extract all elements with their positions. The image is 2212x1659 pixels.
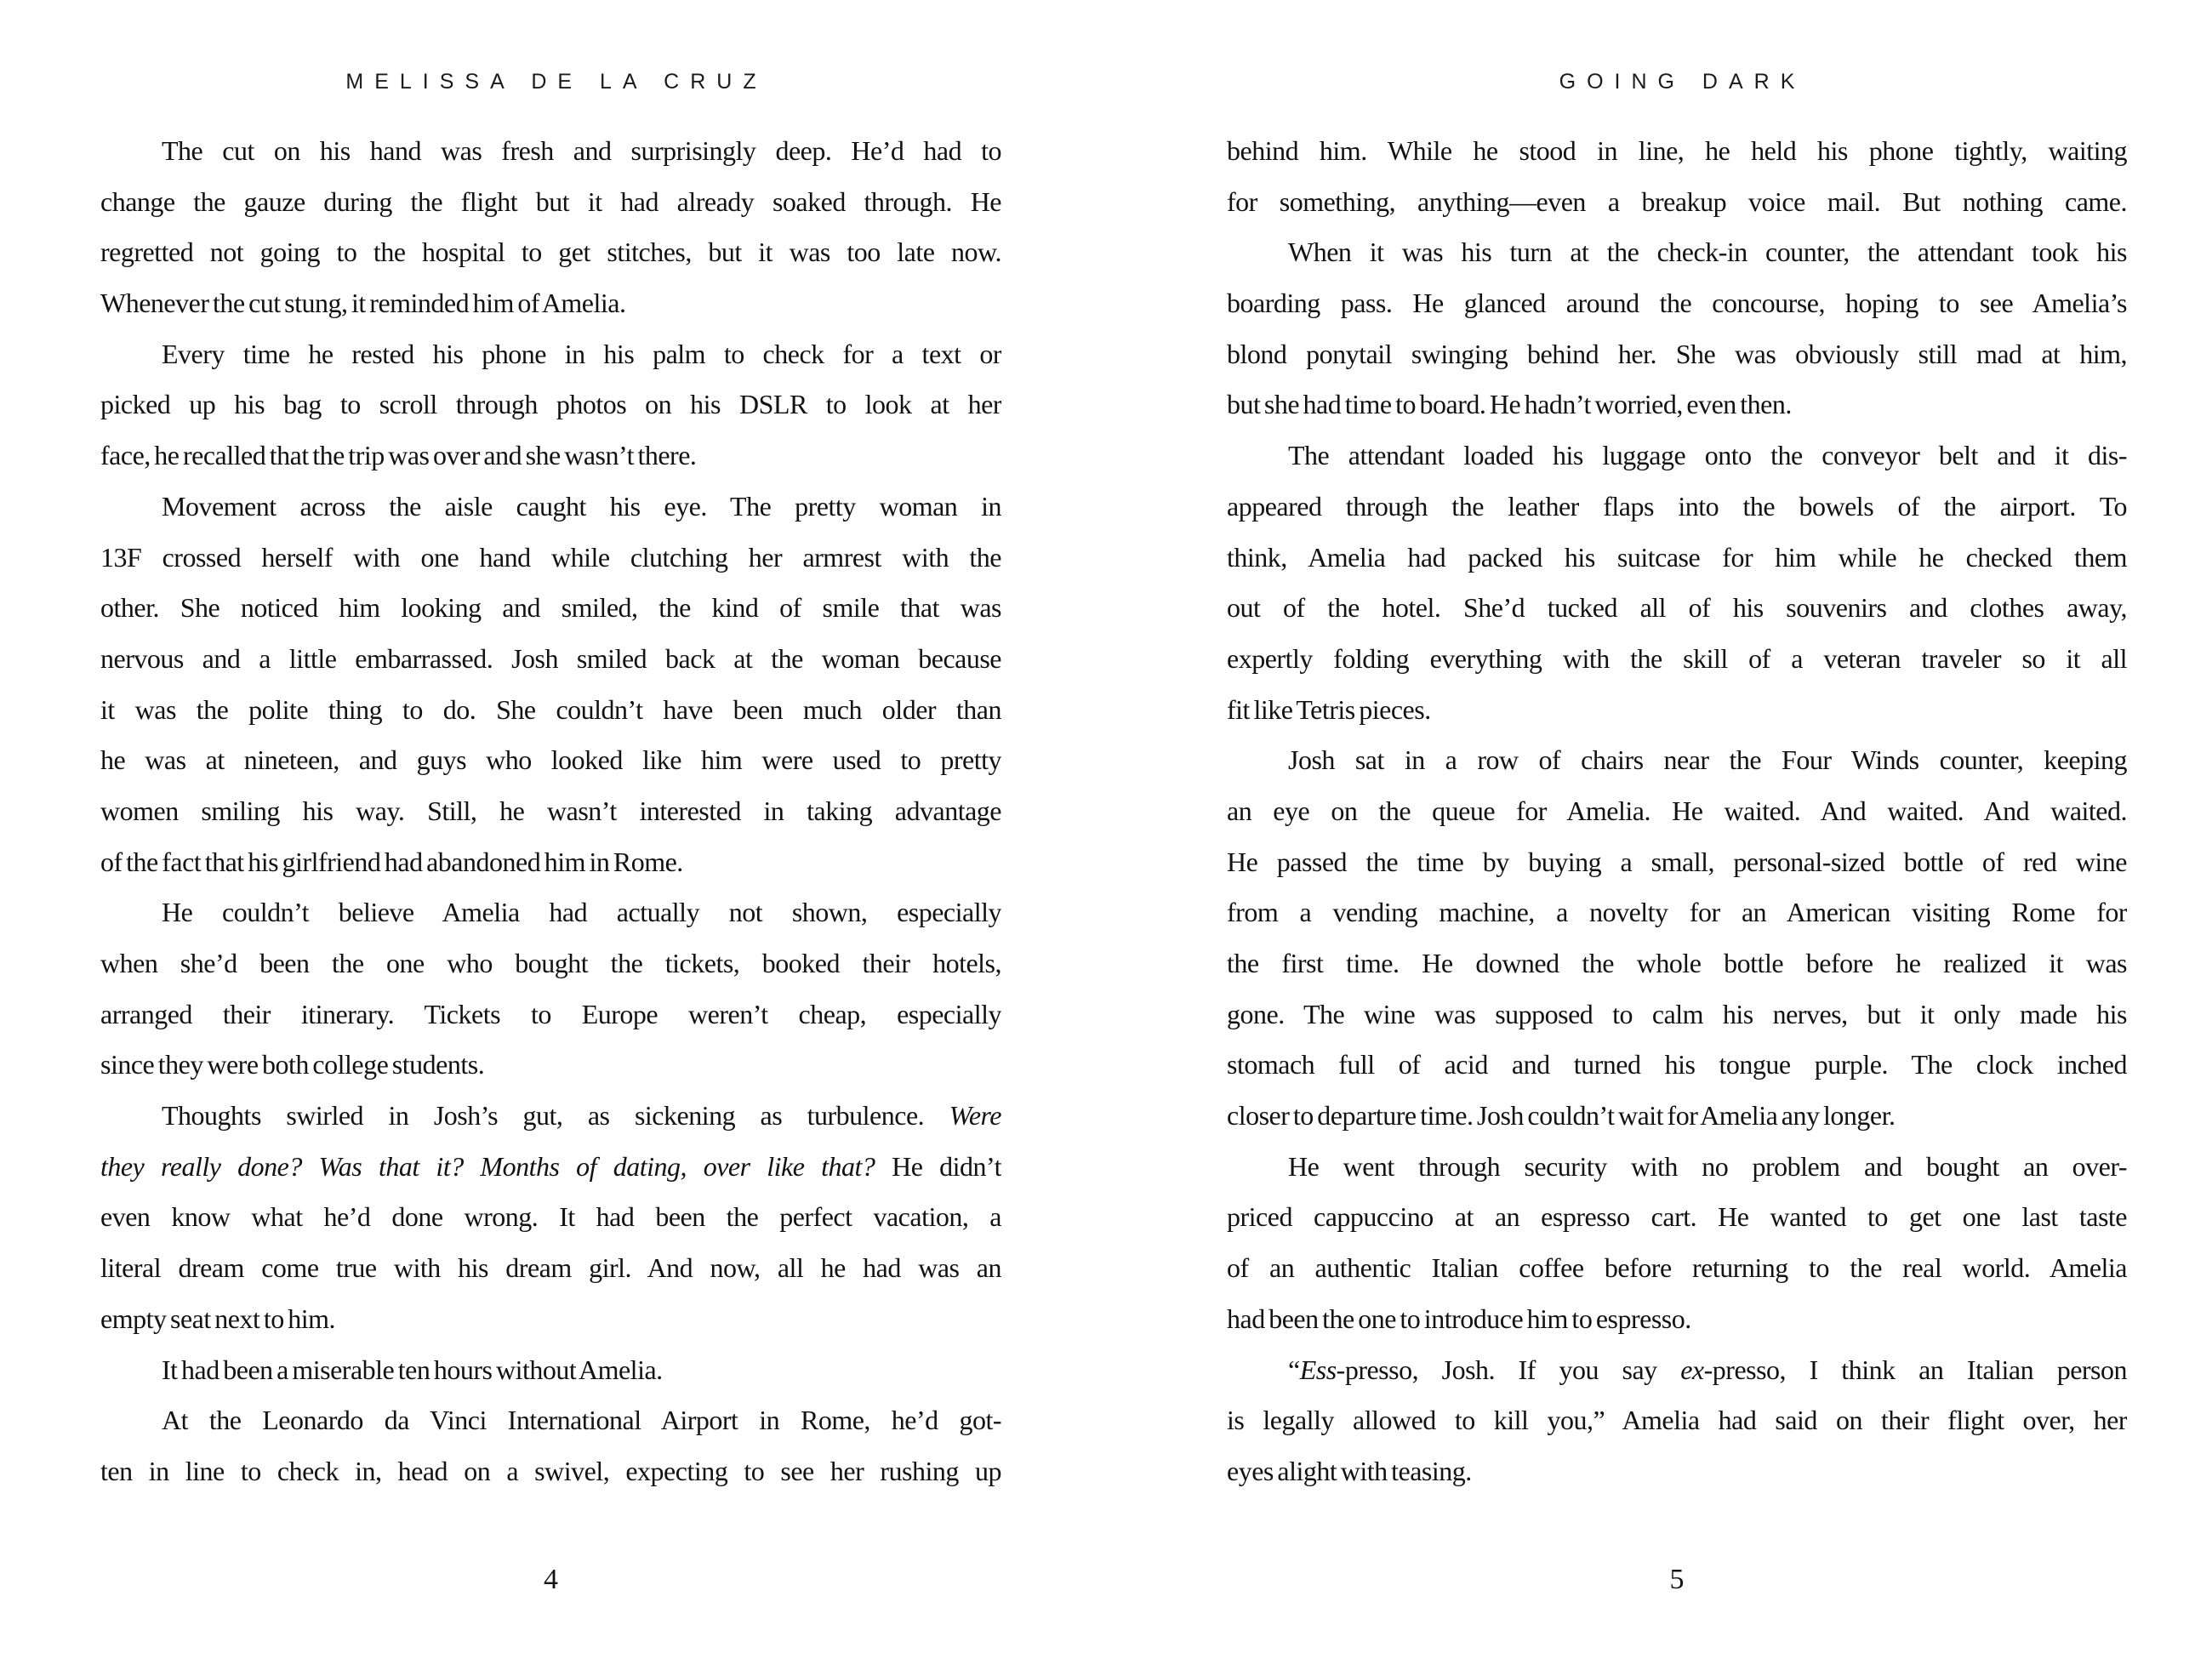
text-line xyxy=(100,1294,1001,1345)
text-segment: Josh sat in a row of chairs near the Four Winds counter, keeping xyxy=(1288,744,2127,776)
text-line xyxy=(1227,1142,2127,1193)
text-segment: He passed the time by buying a small, personal-sized bottle of red wine xyxy=(1227,846,2127,877)
text-line xyxy=(1227,634,2127,685)
text-segment: when she’d been the one who bought the tickets, booked their hotels, xyxy=(100,948,1001,978)
text-segment: eyes alight with teasing. xyxy=(1227,1455,1472,1486)
text-line xyxy=(100,1142,1001,1193)
text-line xyxy=(1227,482,2127,533)
text-line xyxy=(1227,837,2127,888)
text-line xyxy=(1227,887,2127,938)
text-line xyxy=(100,1243,1001,1294)
text-segment: The attendant loaded his luggage onto the conveyor belt and it dis- xyxy=(1288,440,2127,471)
text-line xyxy=(100,227,1001,278)
text-line xyxy=(100,379,1001,430)
text-line xyxy=(100,685,1001,736)
text-segment: of an authentic Italian coffee before returning to the real world. Amelia xyxy=(1227,1252,2127,1284)
text-segment: Whenever the cut stung, it reminded him of Amelia. xyxy=(100,288,626,319)
text-line xyxy=(1227,329,2127,380)
text-line xyxy=(100,887,1001,938)
text-line xyxy=(1227,583,2127,634)
text-line xyxy=(1227,1040,2127,1091)
page-left-textblock xyxy=(100,126,1001,1497)
text-segment: for something, anything—even a breakup voice mail. But nothing came. xyxy=(1227,185,2127,217)
text-line xyxy=(100,786,1001,837)
text-line xyxy=(100,430,1001,482)
text-segment-italic: ex xyxy=(1680,1354,1704,1385)
text-segment-italic: Were xyxy=(949,1100,1001,1132)
text-line xyxy=(100,938,1001,989)
text-segment: nervous and a little embarrassed. Josh smiled back at the woman because xyxy=(100,642,1001,674)
text-segment: fit like Tetris pieces. xyxy=(1227,693,1431,725)
text-segment: regretted not going to the hospital to get stitches, but it was too late now. xyxy=(100,237,1001,268)
text-segment: At the Leonardo da Vinci International Airport in Rome, he’d got- xyxy=(162,1405,1001,1436)
text-segment: an eye on the queue for Amelia. He waited. And waited. And waited. xyxy=(1227,795,2127,826)
text-segment: The cut on his hand was fresh and surprisingly deep. He’d had to xyxy=(162,135,1001,166)
text-line xyxy=(1227,989,2127,1040)
text-line xyxy=(100,533,1001,584)
text-line xyxy=(100,329,1001,380)
text-line xyxy=(1227,278,2127,329)
text-segment: had been the one to introduce him to espresso. xyxy=(1227,1303,1691,1334)
text-line xyxy=(1227,227,2127,278)
text-line xyxy=(100,735,1001,786)
text-segment: face, he recalled that the trip was over and she wasn’t there. xyxy=(100,440,697,471)
text-segment: other. She noticed him looking and smiled, the kind of smile that was xyxy=(100,592,1001,624)
text-line xyxy=(100,482,1001,533)
text-segment: “ xyxy=(1288,1354,1300,1385)
text-line xyxy=(1227,1446,2127,1497)
text-segment-italic: Ess xyxy=(1299,1354,1337,1385)
text-segment: priced cappuccino at an espresso cart. He wanted to get one last taste xyxy=(1227,1201,2127,1233)
text-line xyxy=(100,583,1001,634)
text-segment: Movement across the aisle caught his eye. The pretty woman in xyxy=(162,490,1001,522)
text-segment: stomach full of acid and turned his tongue purple. The clock inched xyxy=(1227,1049,2127,1080)
text-segment: the first time. He downed the whole bottle before he realized it was xyxy=(1227,948,2127,978)
text-segment: women smiling his way. Still, he wasn’t interested in taking advantage xyxy=(100,795,1001,826)
text-line xyxy=(100,1192,1001,1243)
text-segment: boarding pass. He glanced around the concourse, hoping to see Amelia’s xyxy=(1227,288,2127,319)
text-line xyxy=(100,1446,1001,1497)
text-segment: of the fact that his girlfriend had abandoned him in Rome. xyxy=(100,846,683,877)
text-line xyxy=(100,278,1001,329)
text-line xyxy=(100,634,1001,685)
text-segment: he was at nineteen, and guys who looked like him were used to pretty xyxy=(100,744,1001,776)
text-segment: He didn’t xyxy=(875,1150,1001,1182)
running-header-title: GOING DARK xyxy=(1559,70,1806,94)
text-line xyxy=(1227,177,2127,228)
text-line xyxy=(100,1395,1001,1446)
text-segment: is legally allowed to kill you,” Amelia had said on their flight over, her xyxy=(1227,1405,2127,1436)
text-line xyxy=(1227,379,2127,430)
text-line xyxy=(100,837,1001,888)
text-line xyxy=(1227,1243,2127,1294)
page-number-right: 5 xyxy=(1669,1564,1685,1595)
text-segment: since they were both college students. xyxy=(100,1049,485,1080)
text-line xyxy=(1227,430,2127,482)
text-segment: -presso, I think an Italian person xyxy=(1703,1354,2127,1385)
text-segment: arranged their itinerary. Tickets to Europe weren’t cheap, especially xyxy=(100,998,1001,1029)
text-line xyxy=(1227,938,2127,989)
text-segment: picked up his bag to scroll through photos on his DSLR to look at her xyxy=(100,389,1001,420)
text-segment: think, Amelia had packed his suitcase for him while he checked them xyxy=(1227,541,2127,573)
page-number-left: 4 xyxy=(544,1564,558,1595)
text-line xyxy=(100,1040,1001,1091)
text-segment: Every time he rested his phone in his palm to check for a text or xyxy=(162,338,1001,369)
text-segment: empty seat next to him. xyxy=(100,1303,335,1334)
page-right-textblock xyxy=(1227,126,2127,1497)
text-segment: from a vending machine, a novelty for an American visiting Rome for xyxy=(1227,897,2127,928)
text-segment: appeared through the leather flaps into the bowels of the airport. To xyxy=(1227,490,2127,522)
text-line xyxy=(1227,1091,2127,1142)
text-segment: Thoughts swirled in Josh’s gut, as sickening as turbulence. xyxy=(162,1100,949,1132)
text-segment: change the gauze during the flight but it had already soaked through. He xyxy=(100,185,1001,217)
text-segment: behind him. While he stood in line, he held his phone tightly, waiting xyxy=(1227,135,2127,166)
text-segment: -presso, Josh. If you say xyxy=(1336,1354,1681,1385)
text-line xyxy=(100,989,1001,1040)
text-line xyxy=(100,1091,1001,1142)
text-segment: He went through security with no problem and bought an over- xyxy=(1288,1150,2127,1182)
text-line xyxy=(100,126,1001,177)
text-segment-italic: they really done? Was that it? Months of dating, over like that? xyxy=(100,1150,875,1182)
text-segment: out of the hotel. She’d tucked all of his souvenirs and clothes away, xyxy=(1227,592,2127,624)
text-line xyxy=(1227,126,2127,177)
text-line xyxy=(1227,1192,2127,1243)
text-line xyxy=(1227,735,2127,786)
text-line xyxy=(100,177,1001,228)
text-line xyxy=(1227,1345,2127,1396)
text-segment: even know what he’d done wrong. It had been the perfect vacation, a xyxy=(100,1201,1001,1233)
text-segment: 13F crossed herself with one hand while clutching her armrest with the xyxy=(100,541,1001,573)
text-segment: blond ponytail swinging behind her. She was obviously still mad at him, xyxy=(1227,338,2127,369)
text-line xyxy=(1227,533,2127,584)
text-segment: When it was his turn at the check-in counter, the attendant took his xyxy=(1288,237,2127,268)
text-segment: He couldn’t believe Amelia had actually not shown, especially xyxy=(162,897,1001,928)
text-segment: literal dream come true with his dream girl. And now, all he had was an xyxy=(100,1252,1001,1284)
text-line xyxy=(1227,1395,2127,1446)
text-segment: ten in line to check in, head on a swivel, expecting to see her rushing up xyxy=(100,1455,1001,1486)
text-segment: but she had time to board. He hadn’t worried, even then. xyxy=(1227,389,1792,420)
text-line xyxy=(100,1345,1001,1396)
text-line xyxy=(1227,1294,2127,1345)
text-segment: closer to departure time. Josh couldn’t wait for Amelia any longer. xyxy=(1227,1100,1896,1132)
book-page-right xyxy=(1227,0,2127,1659)
text-segment: it was the polite thing to do. She couldn’t have been much older than xyxy=(100,693,1001,725)
book-page-left xyxy=(100,0,1001,1659)
text-segment: expertly folding everything with the skill of a veteran traveler so it all xyxy=(1227,642,2127,674)
text-line xyxy=(1227,685,2127,736)
running-header-author: MELISSA DE LA CRUZ xyxy=(345,70,767,94)
text-segment: gone. The wine was supposed to calm his nerves, but it only made his xyxy=(1227,998,2127,1029)
text-line xyxy=(1227,786,2127,837)
text-segment: It had been a miserable ten hours without Amelia. xyxy=(162,1354,663,1385)
